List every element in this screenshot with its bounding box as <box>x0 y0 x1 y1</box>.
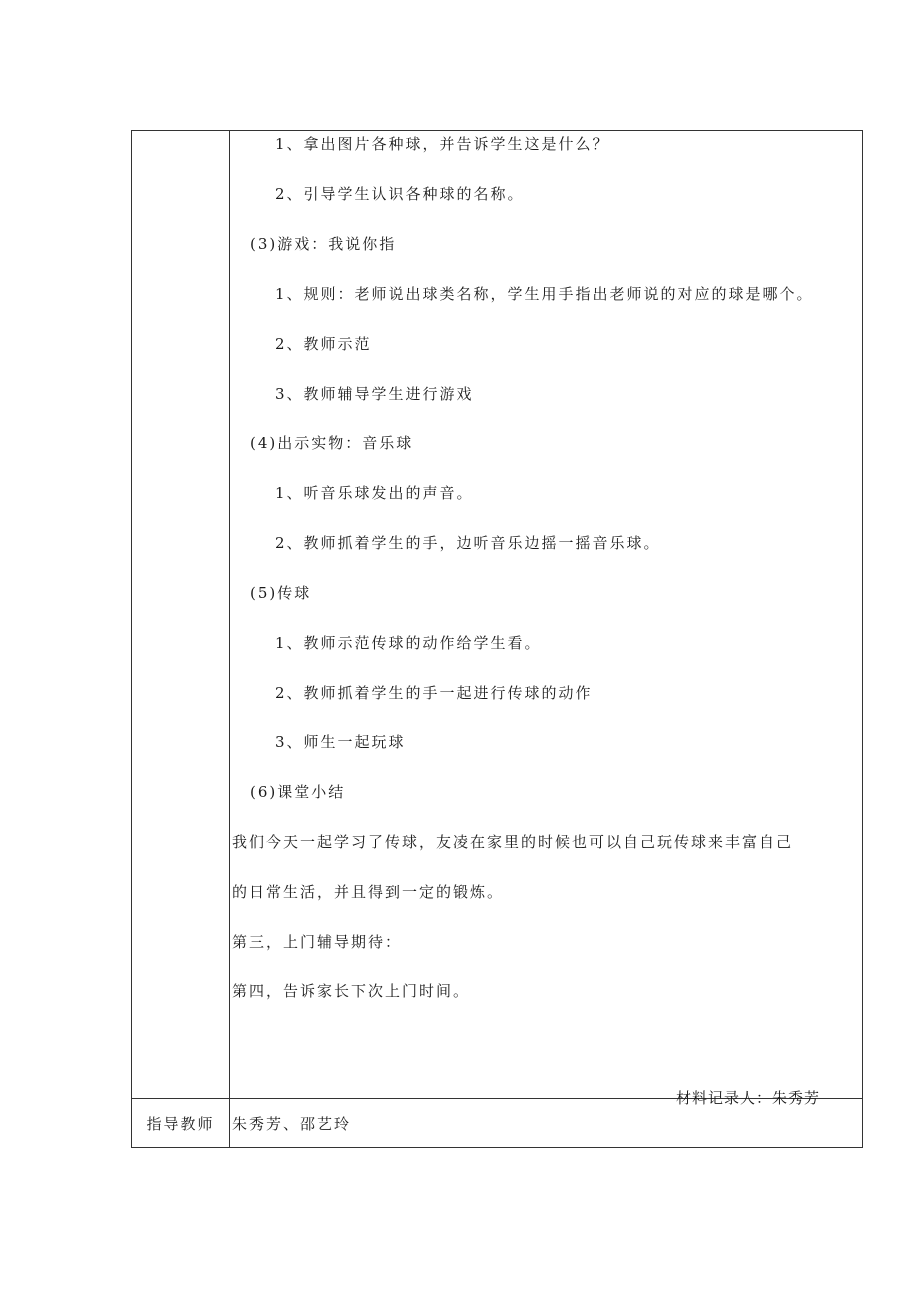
text-line: 1、拿出图片各种球，并告诉学生这是什么？ <box>275 135 610 153</box>
text-line: 1、规则：老师说出球类名称，学生用手指出老师说的对应的球是哪个。 <box>275 285 814 303</box>
text-line: 1、听音乐球发出的声音。 <box>275 484 474 502</box>
section-heading: (5)传球 <box>250 584 312 602</box>
material-recorder: 材料记录人：朱秀芳 <box>676 1089 821 1107</box>
text-line: 3、师生一起玩球 <box>275 733 406 751</box>
section-heading: (6)课堂小结 <box>250 783 346 801</box>
text-line: 第三，上门辅导期待： <box>232 933 403 951</box>
text-line: 2、教师示范 <box>275 335 372 353</box>
text-line: 2、引导学生认识各种球的名称。 <box>275 185 525 203</box>
text-line: 3、教师辅导学生进行游戏 <box>275 385 474 403</box>
text-line: 1、教师示范传球的动作给学生看。 <box>275 634 542 652</box>
text-line: 第四，告诉家长下次上门时间。 <box>232 982 471 1000</box>
lesson-record-table <box>131 130 863 1148</box>
summary-line: 我们今天一起学习了传球，友凌在家里的时候也可以自己玩传球来丰富自己 <box>232 833 794 851</box>
instructor-label: 指导教师 <box>146 1115 215 1133</box>
section-heading: (4)出示实物：音乐球 <box>250 434 414 452</box>
section-heading: (3)游戏：我说你指 <box>250 235 397 253</box>
column-divider <box>229 131 230 1148</box>
instructor-names: 朱秀芳、邵艺玲 <box>232 1115 352 1133</box>
text-line: 2、教师抓着学生的手，边听音乐边摇一摇音乐球。 <box>275 534 661 552</box>
text-line: 2、教师抓着学生的手一起进行传球的动作 <box>275 684 593 702</box>
summary-line: 的日常生活，并且得到一定的锻炼。 <box>232 883 505 901</box>
